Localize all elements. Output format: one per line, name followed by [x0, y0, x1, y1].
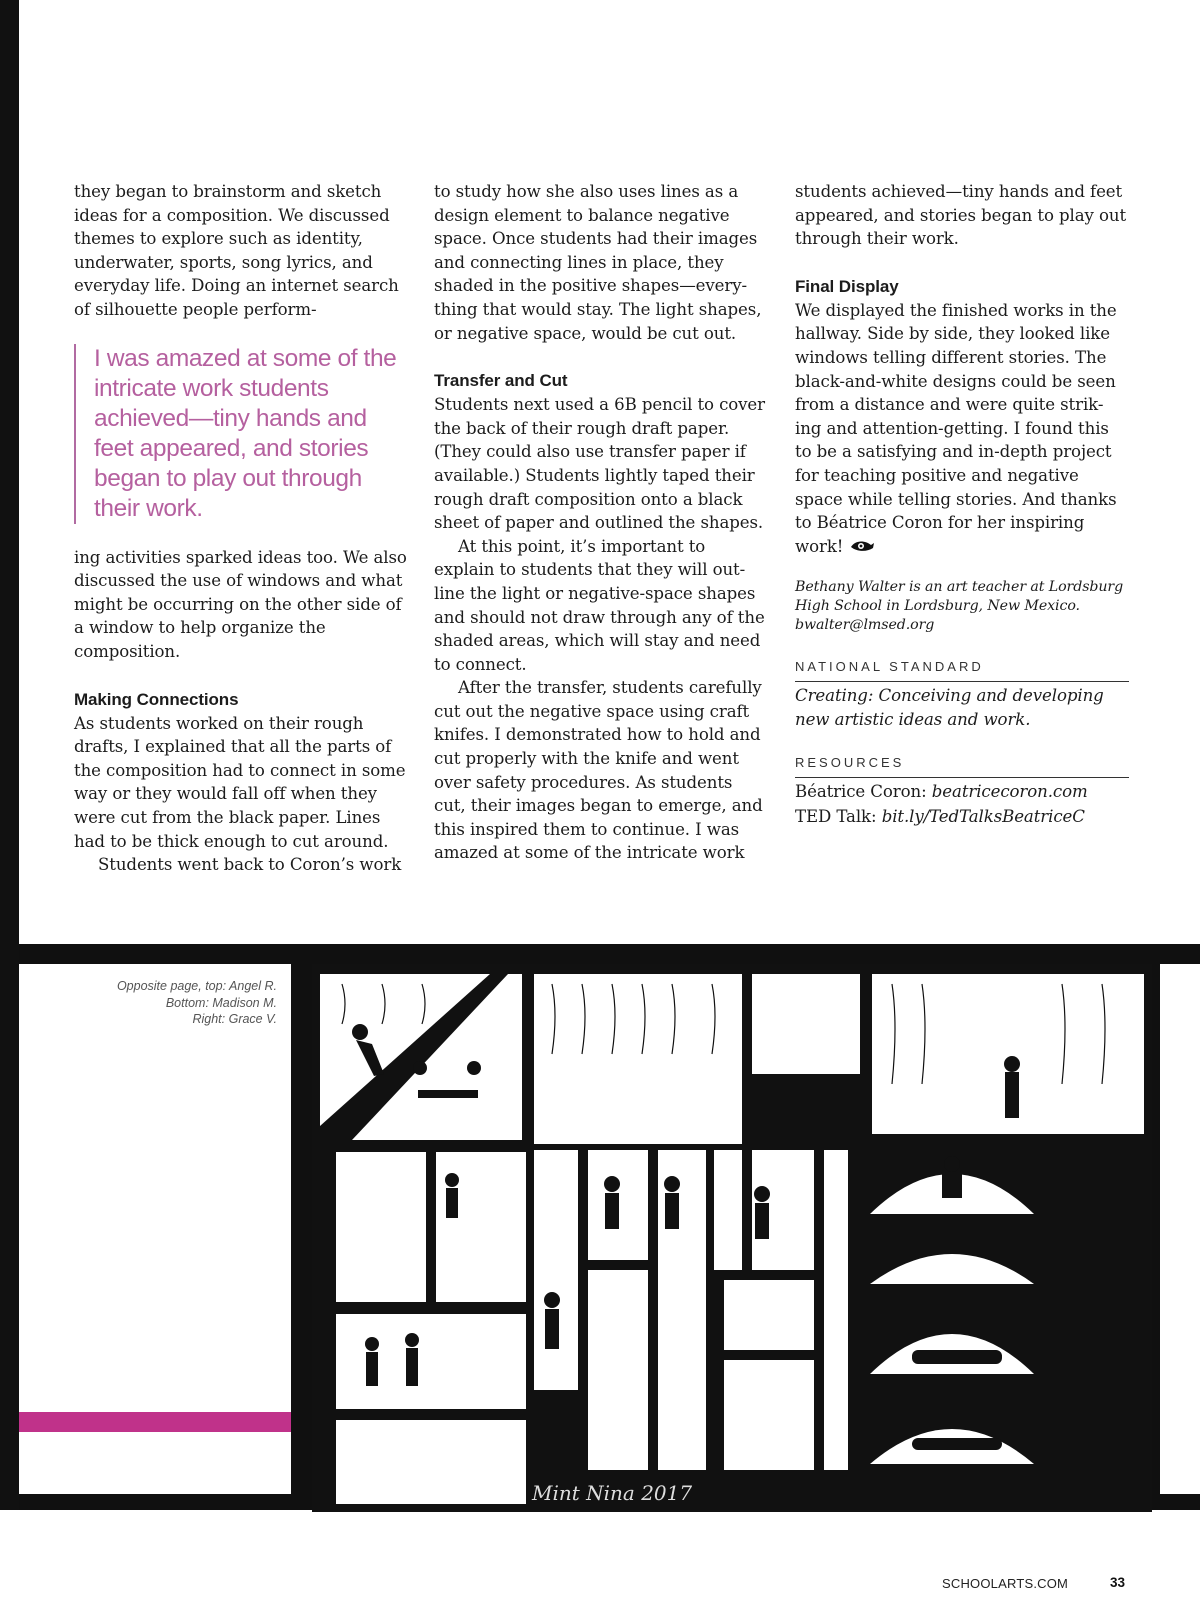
article-column-1 [74, 180, 409, 877]
footer-website: SCHOOLARTS.COM [942, 1576, 1069, 1591]
national-standard-text: Creating: Conceiving and developing new artistic ideas and work. [795, 685, 1104, 729]
artwork-signature: Mint Nina 2017 [532, 1481, 693, 1505]
section-heading-transfer-and-cut: Transfer and Cut [434, 371, 568, 391]
paragraph: Students went back to Coron’s work [98, 855, 402, 875]
paragraph: As students worked on their rough drafts, I explained that all the parts of the composition had to connect in some way or they would fall off when they were cut from the black paper. Lines had to be thick enough to cut around. [74, 713, 406, 851]
paragraph: ing activities sparked ideas too. We also discussed the use of windows and what might be occurring on the other side of a window to help organize the composition. [74, 547, 407, 661]
page-spine-edge [0, 0, 19, 1510]
paragraph-text: We displayed the finished works in the hallway. Side by side, they looked like windows telling different stories. The black-and-white designs could be seen from a distance and were quite strik-ing and attention-getting. I found this to be a satisfying and in-depth project for teaching positive and negative space while telling stories. And thanks to Béatrice Coron for her inspiring work! [795, 300, 1117, 556]
caption-line: Right: Grace V. [192, 1012, 277, 1026]
author-bio: Bethany Walter is an art teacher at Lordsburg High School in Lordsburg, New Mexico. bwalter@lmsed.org [795, 579, 1124, 634]
image-caption [117, 978, 277, 1028]
section-heading-final-display: Final Display [795, 276, 899, 296]
resource-label: TED Talk: [795, 807, 877, 827]
resource-link[interactable]: bit.ly/TedTalksBeatriceC [881, 807, 1085, 827]
caption-line: Bottom: Madison M. [165, 995, 277, 1010]
resources-label: RESOURCES [795, 751, 1129, 778]
article-column-3 [795, 180, 1129, 829]
end-mark-icon [849, 537, 875, 556]
resource-ted-talk [795, 805, 1129, 829]
resource-link[interactable]: beatricecoron.com [931, 781, 1088, 801]
resource-coron [795, 780, 1129, 804]
silhouette-artwork [312, 964, 1152, 1512]
paragraph: After the transfer, students carefully cut out the negative space using craft knifes. I demonstrated how to hold and cut properly with the knife and went over safety procedures. As students cut, their images began to emerge, and this inspired them to continue. I was amazed at some of the intricate work [434, 678, 763, 863]
paragraph: students achieved—tiny hands and feet appeared, and stories began to play out through their work. [795, 182, 1127, 249]
section-heading-making-connections: Making Connections [74, 689, 239, 709]
page-number: 33 [1110, 1575, 1126, 1590]
national-standard-label: NATIONAL STANDARD [795, 655, 1129, 682]
article-column-2 [434, 180, 768, 865]
paragraph: At this point, it’s important to explain to students that they will out-line the light or negative-space shapes and should not draw through any of the shaded areas, which will stay and need to connect. [434, 536, 765, 674]
pull-quote: I was amazed at some of the intricate work students achieved—tiny hands and feet appeared, and stories began to play out through their work. [74, 344, 409, 524]
accent-bar [19, 1412, 291, 1432]
paragraph: they began to brainstorm and sketch ideas for a composition. We discussed themes to explore such as identity, underwater, sports, song lyrics, and everyday life. Doing an internet search of silhouette people perform- [74, 182, 399, 319]
paragraph: to study how she also uses lines as a design element to balance negative space. Once students had their images and connecting lines in place, they shaded in the positive shapes—every-thing that would stay. The light shapes, or negative space, would be cut out. [434, 182, 762, 343]
paragraph [795, 299, 1129, 559]
resource-label: Béatrice Coron: [795, 781, 927, 801]
paragraph: Students next used a 6B pencil to cover the back of their rough draft paper. (They could also use transfer paper if available.) Students lightly taped their rough draft composition onto a black sheet of paper and outlined the shapes. [434, 395, 765, 533]
right-margin-panel [1160, 964, 1200, 1494]
caption-line: Opposite page, top: Angel R. [116, 979, 277, 993]
